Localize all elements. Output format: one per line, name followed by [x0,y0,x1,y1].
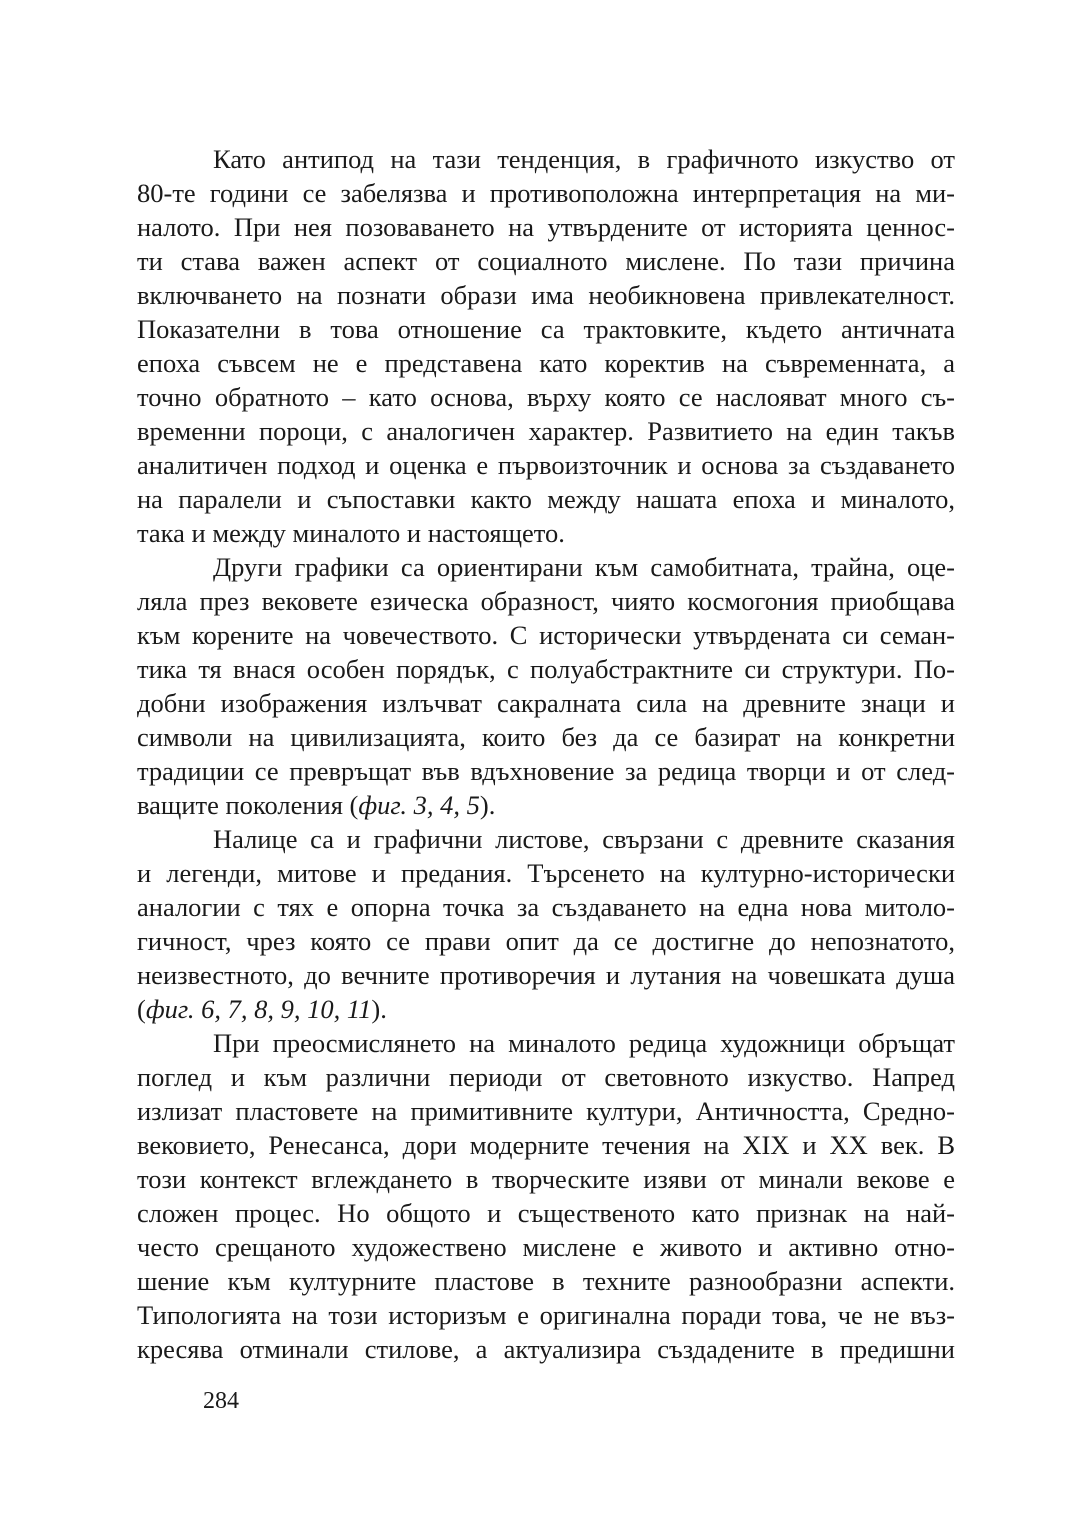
body-text [137,142,955,1366]
text-fragment: ). [371,994,387,1024]
paragraph-3 [137,822,955,1026]
text-line: и легенди, митове и предания. Търсенето на културно-исторически [137,858,955,888]
text-line: сложен процес. Но общото и същественото като признак на най- [137,1198,955,1228]
text-line: При преосмислянето на миналото редица художници обръщат [213,1028,955,1058]
text-line: към корените на човечеството. С исторически утвърдената си семан- [137,620,955,650]
text-fragment: ). [479,790,496,820]
text-line: аналитичен подход и оценка е първоизточник и основа за създаването [137,450,955,480]
text-line: ляла през вековете езическа образност, чиято космогония приобщава [137,586,955,616]
text-line: този контекст вглеждането в творческите изяви от минали векове е [137,1164,955,1194]
text-line: точно обратното – като основа, върху която се наслояват много съ- [137,382,955,412]
text-line: Като антипод на тази тенденция, в графичното изкуство от [213,144,955,174]
paragraph-4 [137,1026,955,1366]
text-line: налото. При нея позоваването на утвърдените от историята ценнос- [137,212,955,242]
text-line: временни пороци, с аналогичен характер. Развитието на един такъв [137,416,955,446]
text-line: шение към културните пластове в техните разнообразни аспекти. [137,1266,955,1296]
text-line: добни изображения излъчват сакралната сила на древните знаци и [137,688,955,718]
text-line: поглед и към различни периоди от световното изкуство. Напред [137,1062,955,1092]
text-line: често срещаното художествено мислене е живото и активно отно- [137,1232,955,1262]
text-line [137,992,955,1026]
text-line: включването на познати образи има необикновена привлекателност. [137,280,955,310]
figure-reference: фиг. 6, 7, 8, 9, 10, 11 [145,994,372,1024]
text-line: неизвестното, до вечните противоречия и лутания на човешката душа [137,960,955,990]
text-line: 80-те години се забелязва и противоположна интерпретация на ми- [137,178,955,208]
text-line: традиции се превръщат във вдъхновение за редица творци и от след- [137,756,955,786]
text-line: Други графики са ориентирани към самобитната, трайна, оце- [213,552,955,582]
paragraph-1 [137,142,955,550]
text-line: на паралели и съпоставки както между нашата епоха и миналото, [137,484,955,514]
text-line: така и между миналото и настоящето. [137,518,565,548]
text-line: Показателни в това отношение са трактовките, където античната [137,314,955,344]
text-line [137,788,955,822]
figure-reference: фиг. 3, 4, 5 [358,790,480,820]
text-fragment: ( [137,994,146,1024]
text-line: ти става важен аспект от социалното мислене. По тази причина [137,246,955,276]
text-line: гичност, чрез която се прави опит да се достигне до непознатото, [137,926,955,956]
paragraph-2 [137,550,955,822]
text-line: Налице са и графични листове, свързани с древните сказания [213,824,955,854]
text-line: излизат пластовете на примитивните култури, Античността, Средно- [137,1096,955,1126]
text-line: Типологията на този историзъм е оригинална поради това, че не въз- [137,1300,955,1330]
text-line: кресява отминали стилове, а актуализира създадените в предишни [137,1334,955,1364]
text-line: аналогии с тях е опорна точка за създаването на една нова митоло- [137,892,955,922]
page-number: 284 [203,1388,239,1414]
text-line: тика тя внася особен порядък, с полуабстрактните си структури. По- [137,654,955,684]
text-line: епоха съвсем не е представена като коректив на съвременната, а [137,348,955,378]
text-line: символи на цивилизацията, които без да се базират на конкретни [137,722,955,752]
text-fragment: ващите поколения ( [137,790,359,820]
text-line: вековието, Ренесанса, дори модерните течения на XIX и XX век. В [137,1130,955,1160]
